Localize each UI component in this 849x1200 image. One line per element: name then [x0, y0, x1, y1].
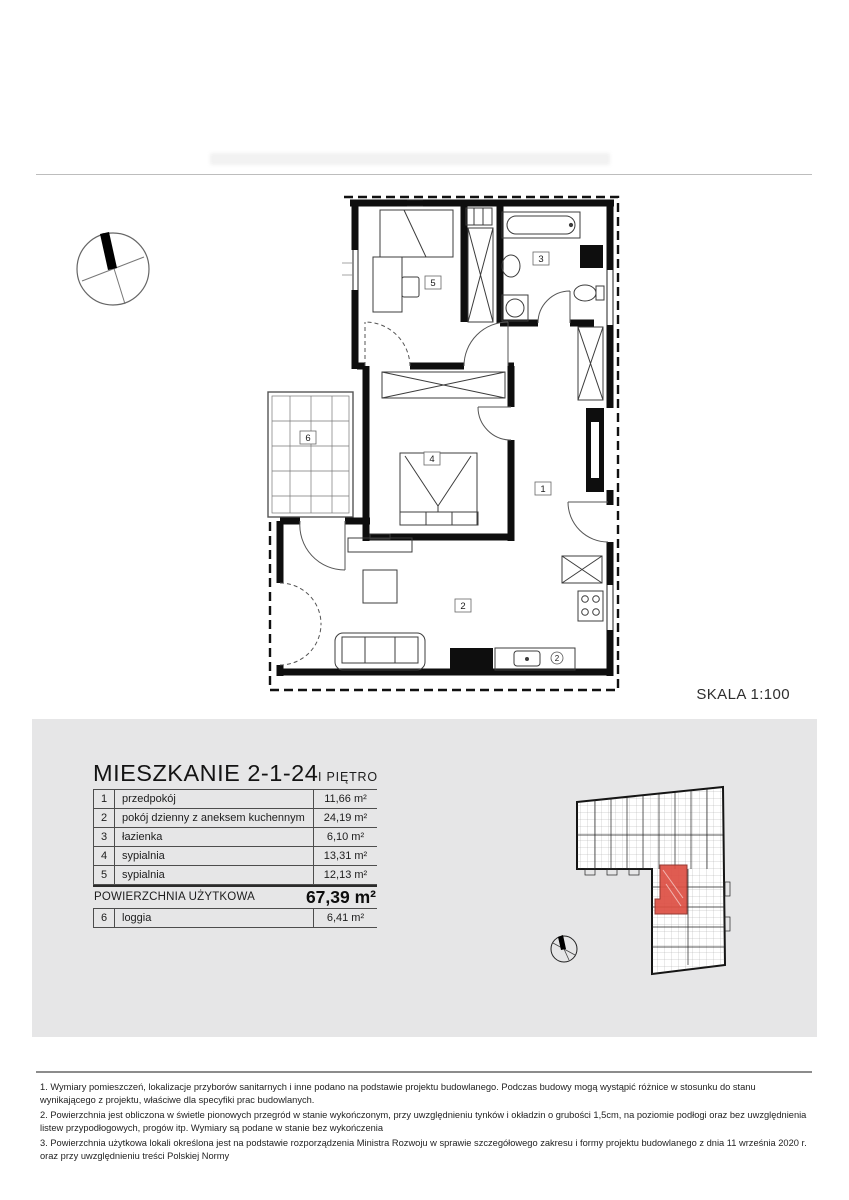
door-swings	[280, 291, 608, 665]
room-name: sypialnia	[115, 866, 314, 884]
loggia-area	[268, 392, 353, 517]
room-area: 6,10 m²	[326, 831, 365, 843]
total-area-label: POWIERZCHNIA UŻYTKOWA	[94, 891, 255, 903]
footnote-3: 3. Powierzchnia użytkowa lokali określona jest na podstawie rozporządzenia Ministra Rozwoju w sprawie szczegółowego zakresu i formy projektu budowlanego z dnia 11 września 2020 r. oraz przy uwzględnieniu treści Polskiej Normy	[40, 1137, 807, 1162]
room-name: przedpokój	[115, 790, 314, 808]
total-area-value: 67,39 m²	[305, 887, 376, 907]
room-label-2: 2	[460, 601, 466, 612]
plot-boundary-dashed	[270, 197, 618, 690]
sink-circled-mark: 2	[554, 654, 560, 663]
footnote-1: 1. Wymiary pomieszczeń, lokalizacje przyborów sanitarnych i inne podano na podstawie projektu budowlanego. Podczas budowy mogą wystąpić różnice w stosunku do stanu wynikającego z projektu, właściwe dla specyfiki prac budowlanych.	[40, 1082, 756, 1106]
room-label-1: 1	[540, 484, 546, 495]
walls	[280, 203, 614, 676]
north-compass-icon	[70, 228, 160, 318]
room-area: 13,31 m²	[323, 850, 368, 862]
room-name: loggia	[115, 909, 314, 927]
room-labels	[300, 252, 563, 664]
table-row	[93, 790, 377, 809]
room-name: pokój dzienny z aneksem kuchennym	[115, 809, 314, 827]
unit-title-row	[93, 759, 433, 787]
top-divider-line	[36, 174, 812, 175]
table-row	[93, 847, 377, 866]
unit-info-panel	[32, 719, 817, 1037]
table-row	[93, 809, 377, 828]
faint-watermark	[210, 153, 610, 165]
room-area: 6,41 m²	[326, 912, 365, 924]
floor-label: I PIĘTRO	[318, 770, 378, 784]
room-label-5: 5	[430, 278, 436, 289]
row-number: 4	[93, 847, 115, 865]
table-row	[93, 866, 377, 885]
keyplan-compass-icon	[551, 935, 577, 962]
row-number: 5	[93, 866, 115, 884]
footnotes	[40, 1081, 812, 1165]
niche	[591, 422, 599, 478]
room-name: łazienka	[115, 828, 314, 846]
row-number: 1	[93, 790, 115, 808]
total-area-row	[93, 885, 377, 909]
unit-title: MIESZKANIE 2-1-24	[93, 760, 319, 786]
bottom-divider-line	[36, 1071, 812, 1073]
room-label-4: 4	[429, 454, 435, 465]
building-keyplan	[545, 777, 760, 1002]
room-area: 12,13 m²	[323, 869, 368, 881]
apartment-floorplan	[258, 190, 628, 700]
row-number: 2	[93, 809, 115, 827]
table-row-loggia	[93, 909, 377, 928]
room-label-3: 3	[538, 254, 544, 265]
row-number: 6	[93, 909, 115, 927]
row-number: 3	[93, 828, 115, 846]
room-area: 24,19 m²	[323, 812, 368, 824]
room-area: 11,66 m²	[324, 793, 367, 805]
room-name: sypialnia	[115, 847, 314, 865]
room-area-table	[93, 789, 377, 928]
table-row	[93, 828, 377, 847]
scale-label: SKALA 1:100	[696, 686, 790, 703]
room-label-6: 6	[305, 433, 311, 444]
selected-unit-highlight	[655, 865, 687, 914]
wall-piers	[450, 245, 604, 670]
footnote-2: 2. Powierzchnia jest obliczona w świetle pionowych przegród w stanie wykończonym, przy uwzględnieniu tynków i okładzin o grubości 1,5cm, na poziomie podłogi oraz bez uwzględnienia listew przypodłogowych, progów itp. Wymiary są podane w stanie bez wykończenia	[40, 1109, 807, 1134]
